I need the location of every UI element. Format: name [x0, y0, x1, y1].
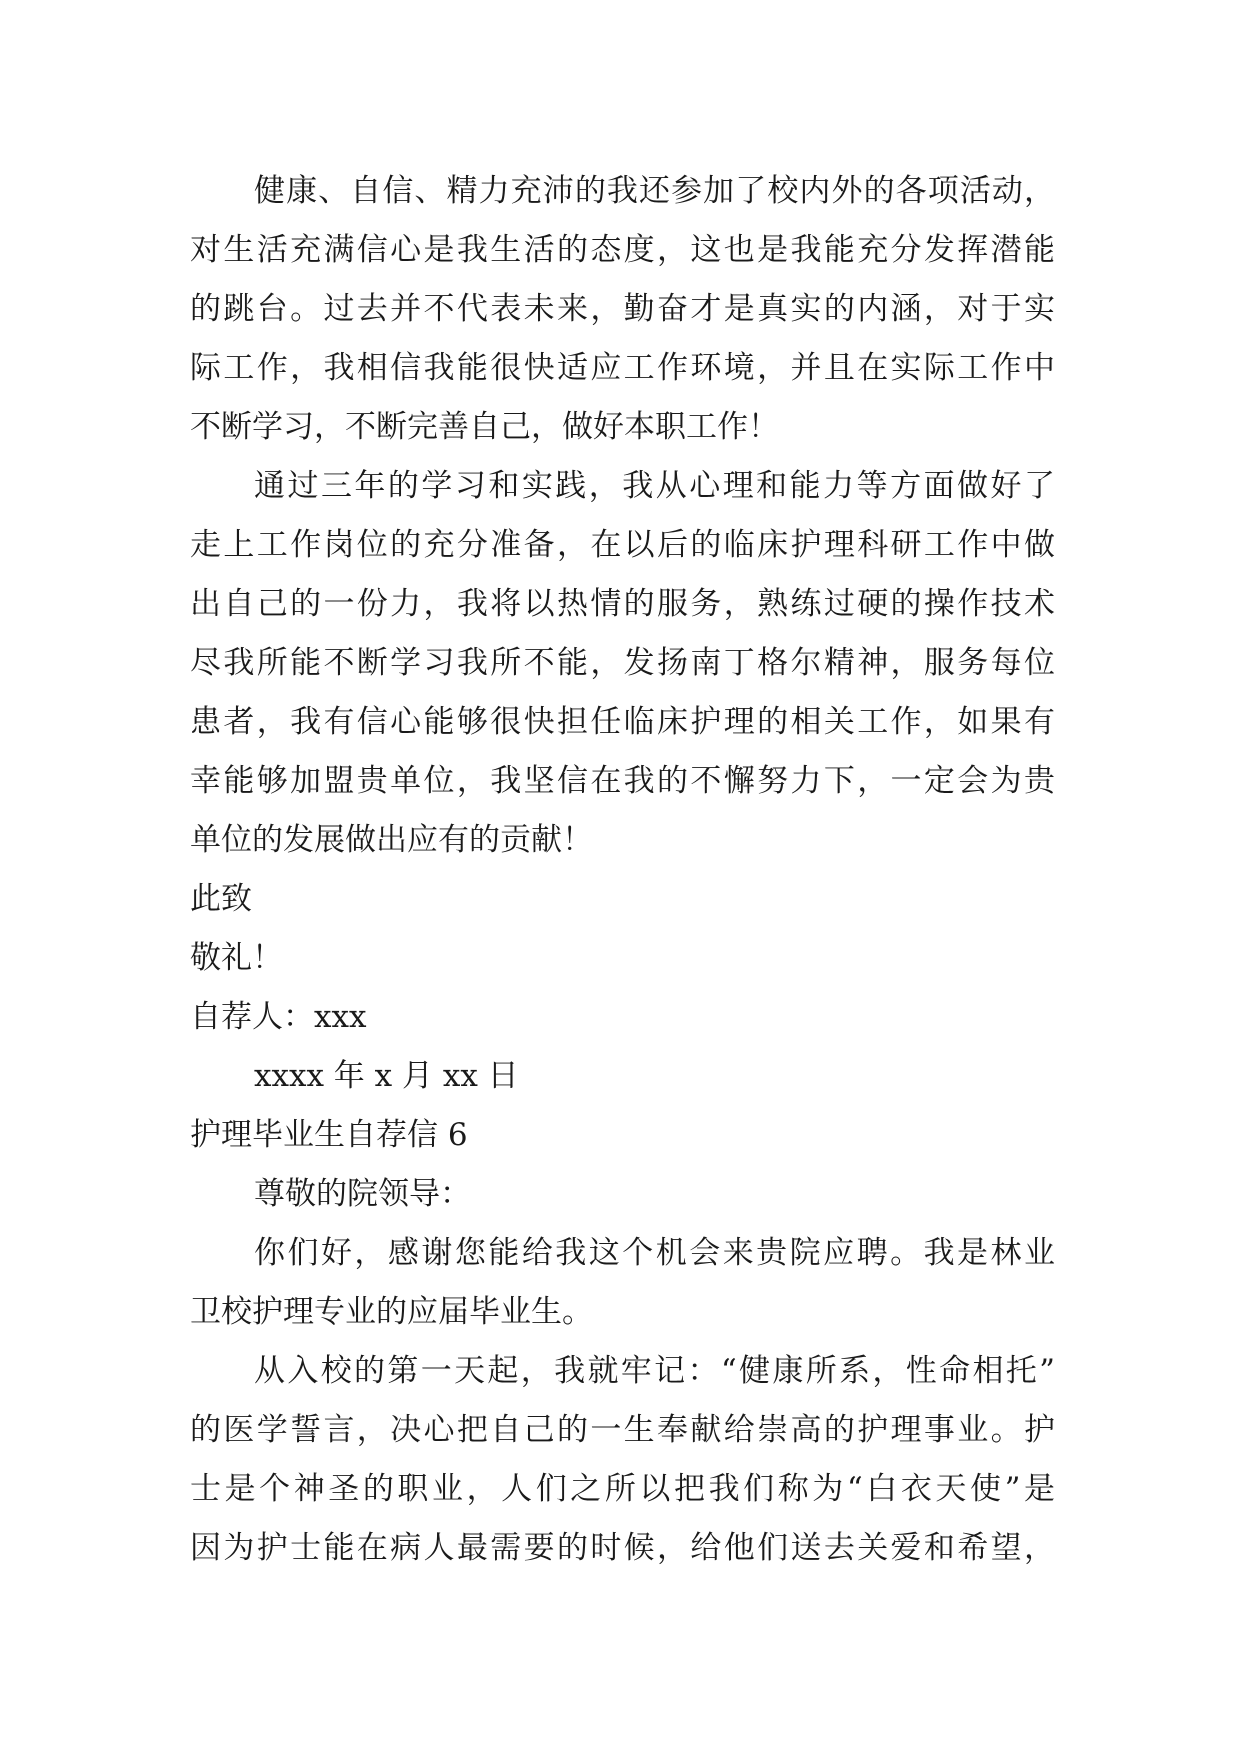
text-line: 你们好，感谢您能给我这个机会来贵院应聘。我是林业 — [254, 1235, 1055, 1271]
letter-title: 护理毕业生自荐信 6 — [190, 1117, 468, 1153]
text-line: 对生活充满信心是我生活的态度，这也是我能充分发挥潜能 — [190, 232, 1055, 268]
text-line: 幸能够加盟贵单位，我坚信在我的不懈努力下，一定会为贵 — [190, 763, 1055, 799]
greeting: 尊敬的院领导： — [254, 1176, 471, 1212]
text-line: 卫校护理专业的应届毕业生。 — [190, 1294, 593, 1330]
text-line: 从入校的第一天起，我就牢记：“健康所系，性命相托” — [254, 1353, 1055, 1389]
text-line: 通过三年的学习和实践，我从心理和能力等方面做好了 — [254, 468, 1055, 504]
text-line: 走上工作岗位的充分准备，在以后的临床护理科研工作中做 — [190, 527, 1055, 563]
paragraph-activities — [190, 162, 1055, 457]
text-line: 士是个神圣的职业，人们之所以把我们称为“白衣天使”是 — [190, 1471, 1055, 1507]
paragraph-preparation — [190, 457, 1055, 870]
paragraph-introduction — [190, 1224, 1055, 1342]
signer-name: 自荐人：xxx — [190, 999, 367, 1035]
text-line: 尽我所能不断学习我所不能，发扬南丁格尔精神，服务每位 — [190, 645, 1055, 681]
salutation-ci-zhi: 此致 — [190, 881, 252, 917]
letter-date: xxxx 年 x 月 xx 日 — [254, 1058, 519, 1094]
document-page — [190, 162, 1055, 1578]
text-line: 出自己的一份力，我将以热情的服务，熟练过硬的操作技术 — [190, 586, 1055, 622]
text-line: 患者，我有信心能够很快担任临床护理的相关工作，如果有 — [190, 704, 1055, 740]
text-line: 单位的发展做出应有的贡献！ — [190, 822, 593, 858]
salutation-jing-li: 敬礼！ — [190, 940, 283, 976]
paragraph-nursing-oath — [190, 1342, 1055, 1578]
text-line: 因为护士能在病人最需要的时候，给他们送去关爱和希望， — [190, 1530, 1055, 1566]
text-line: 不断学习，不断完善自己，做好本职工作！ — [190, 409, 779, 445]
text-line: 健康、自信、精力充沛的我还参加了校内外的各项活动， — [254, 173, 1055, 209]
text-line: 际工作，我相信我能很快适应工作环境，并且在实际工作中 — [190, 350, 1055, 386]
text-line: 的跳台。过去并不代表未来，勤奋才是真实的内涵，对于实 — [190, 291, 1055, 327]
text-line: 的医学誓言，决心把自己的一生奉献给崇高的护理事业。护 — [190, 1412, 1055, 1448]
